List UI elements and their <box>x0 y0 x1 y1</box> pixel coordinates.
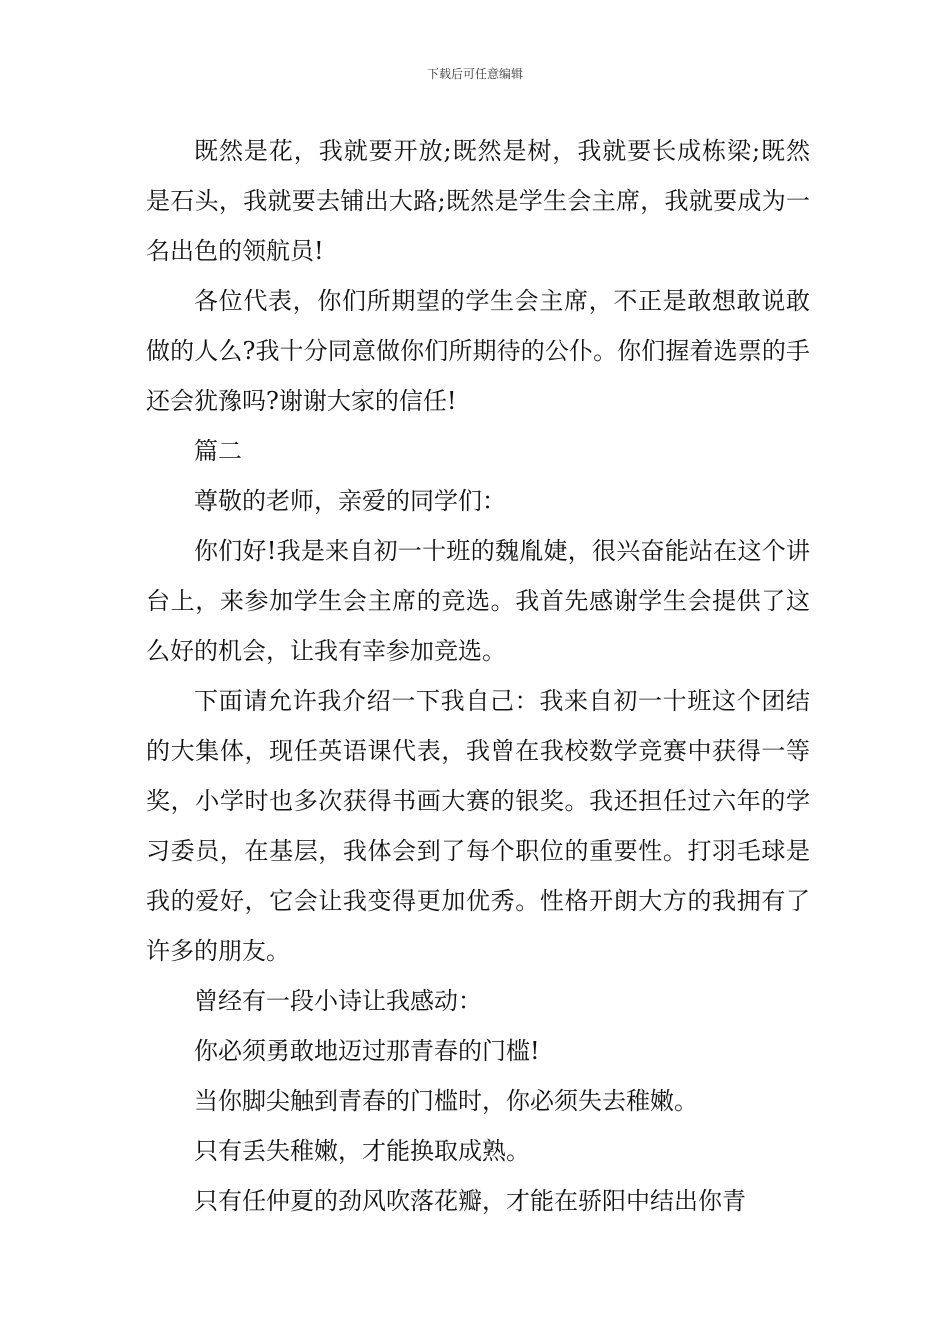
poem-line: 只有丢失稚嫩，才能换取成熟。 <box>194 1137 530 1165</box>
salutation: 尊敬的老师，亲爱的同学们： <box>194 487 506 515</box>
paragraph: 既然是花，我就要开放;既然是树，我就要长成栋梁;既然是石头，我就要去铺出大路;既然是学生会主席，我就要成为一名出色的领航员! <box>146 137 810 265</box>
poem-line: 当你脚尖触到青春的门槛时，你必须失去稚嫩。 <box>194 1087 698 1115</box>
paragraph: 各位代表，你们所期望的学生会主席，不正是敢想敢说敢做的人么?我十分同意做你们所期待的公仆。你们握着选票的手还会犹豫吗?谢谢大家的信任! <box>146 287 810 415</box>
paragraph: 曾经有一段小诗让我感动： <box>194 987 482 1015</box>
poem-line: 你必须勇敢地迈过那青春的门槛! <box>194 1037 540 1065</box>
document-body <box>146 126 810 1226</box>
section-heading: 篇二 <box>194 437 242 465</box>
poem-line: 只有任仲夏的劲风吹落花瓣，才能在骄阳中结出你青 <box>194 1187 746 1215</box>
paragraph: 你们好!我是来自初一十班的魏胤婕，很兴奋能站在这个讲台上，来参加学生会主席的竞选。我首先感谢学生会提供了这么好的机会，让我有幸参加竞选。 <box>146 537 810 665</box>
paragraph: 下面请允许我介绍一下我自己：我来自初一十班这个团结的大集体，现任英语课代表，我曾在我校数学竞赛中获得一等奖，小学时也多次获得书画大赛的银奖。我还担任过六年的学习委员，在基层，我体会到了每个职位的重要性。打羽毛球是我的爱好，它会让我变得更加优秀。性格开朗大方的我拥有了许多的朋友。 <box>146 687 810 965</box>
page-header: 下载后可任意编辑 <box>426 67 523 81</box>
